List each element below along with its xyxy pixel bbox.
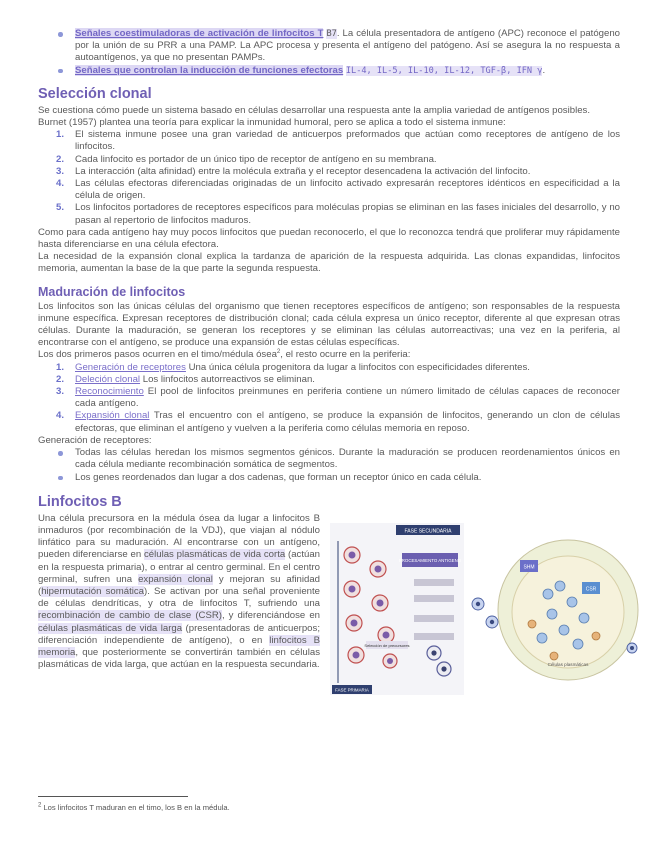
footnote: $^2$ Los linfocitos T maduran en el timo, los B en la médula. — [38, 802, 230, 812]
figure-label: FASE PRIMARIA — [335, 687, 369, 693]
figure-label: Células plasmáticas — [547, 661, 589, 667]
heading-linfocitos-b: Linfocitos B — [38, 493, 122, 510]
highlight: linfocitos B memoria — [38, 634, 321, 658]
seleccion-list — [38, 129, 620, 227]
list-item: 5. Los linfocitos portadores de receptores específicos para moléculas propias se eliminan en las fases iniciales del desarrollo, y no pasan al repertorio de linfocitos maduros. — [56, 202, 620, 226]
generacion-bullets — [38, 447, 620, 484]
highlight: células plasmáticas de vida larga — [38, 622, 183, 634]
list-item: 1. Generación de receptores Una única célula progenitora da lugar a linfocitos con especificidades diferentes. — [56, 361, 530, 373]
list-item: 3. La interacción (alta afinidad) entre la molécula extraña y el receptor desencadena la activación del linfocito. — [56, 165, 531, 177]
list-item: 4. Las células efectoras diferenciadas originadas de un linfocito activado expresarán receptores idénticos en especificidad a la célula de origen. — [56, 178, 620, 202]
link-coestimuladoras[interactable]: Señales coestimuladoras de activación de linfocitos T — [75, 28, 324, 39]
link-reconocimiento[interactable]: Reconocimiento — [75, 386, 144, 398]
figure-label: CSR — [585, 586, 597, 593]
link-generacion-receptores[interactable]: Generación de receptores — [75, 361, 186, 373]
figure-label: FASE SECUNDARIA — [404, 528, 452, 535]
link-delecion-clonal[interactable]: Deleción clonal — [75, 373, 141, 385]
paragraph: Burnet (1957) plantea una teoría para explicar la inmunidad humoral, pero se aplica a todo el sistema inmune: — [38, 117, 506, 129]
paragraph: Una célula precursora en la médula ósea da lugar a linfocitos B inmaduros (por recombinación de la VDJ), que viajan al nódulo linfático para su maduración. Al encontrarse con un antígeno, pueden diferenciarse en células plasmáticas de vida corta (actúan en la respuesta primaria), o entrar al centro germinal. En el centro germinal, sufren una expansión clonal y mejoran su afinidad (hipermutación somática). Se activan por una señal proveniente de células dendríticas, y otra de linfocitos T, sufriendo una recombinación de cambio de clase (CSR), y diferenciándose en células plasmáticas de vida larga (presentadoras de anticuerpos; diferenciación independiente de antígeno), o en linfocitos B memoria, que posteriormente se convertirán también en células plasmáticas de vida larga, que actúan en la respuesta secundaria. — [38, 512, 321, 671]
link-expansion-clonal[interactable]: Expansión clonal — [75, 410, 150, 422]
footnote-ref[interactable]: 2 — [276, 349, 281, 356]
link-funciones-efectoras[interactable]: Señales que controlan la inducción de funciones efectoras — [75, 64, 344, 76]
bullet-text: . — [542, 64, 546, 76]
list-item — [75, 65, 620, 77]
paragraph: Como para cada antígeno hay muy pocos linfocitos que puedan reconocerlo, el que lo reconozca tendrá que proliferar muy rápidamente hasta diferenciarse en una célula efectora. — [38, 226, 620, 251]
paragraph: La necesidad de la expansión clonal explica la tardanza de aparición de la respuesta adquirida. Las clonas expandidas, linfocitos memoria, aumentan la base de la que parte la segunda respuesta. — [38, 251, 620, 275]
highlight: hipermutación somática — [41, 585, 145, 597]
highlight: expansión clonal — [138, 573, 213, 585]
footnote-divider — [38, 796, 188, 797]
list-item: 2. Deleción clonal Los linfocitos autorreactivos se eliminan. — [56, 373, 315, 385]
document-page — [38, 28, 621, 693]
highlight: recombinación de cambio de clase (CSR) — [38, 610, 222, 622]
top-bullet-list — [38, 28, 620, 77]
figure-label: PROCESAMIENTO ANTIGENO — [398, 557, 462, 563]
heading-seleccion-clonal: Selección clonal — [38, 85, 152, 102]
germinal-center-figure — [464, 538, 640, 684]
list-item: Todas las células heredan los mismos segmentos génicos. Durante la maduración se producen reordenamientos únicos en cada célula mediante recombinación somática de segmentos. — [75, 447, 620, 471]
maduracion-steps — [38, 362, 620, 435]
tag-citoquinas: IL-4, IL-5, IL-10, IL-12, TGF-β, IFN γ — [345, 65, 543, 76]
list-item: Los genes reordenados dan lugar a dos cadenas, que forman un receptor único en cada célula. — [75, 472, 620, 484]
list-item: 4. Expansión clonal Tras el encuentro con el antígeno, se produce la expansión de linfocitos, generando un clon de células efectoras, que eliminan el antígeno y vuelven a la periferia como células memoria en reposo. — [56, 410, 620, 434]
heading-maduracion: Maduración de linfocitos — [38, 284, 186, 299]
b-cell-development-figure — [330, 523, 464, 695]
figure-label: Selección de precursores — [364, 642, 410, 648]
list-item: 3. Reconocimiento El pool de linfocitos preinmunes en periferia contiene un número limitado de células capaces de reconocer cada antígeno. — [56, 386, 620, 410]
list-item — [75, 28, 620, 65]
highlight: células plasmáticas de vida corta — [143, 549, 286, 561]
list-item: 2. Cada linfocito es portador de un único tipo de receptor de antígeno en su membrana. — [56, 153, 437, 165]
linfocitos-b-section — [38, 512, 620, 693]
paragraph: Los dos primeros pasos ocurren en el timo/médula ósea$^2$, el resto ocurre en la periferia: — [38, 349, 411, 361]
paragraph: Generación de receptores: — [38, 434, 152, 446]
paragraph: Los linfocitos son las únicas células del organismo que tienen receptores específicos de antígeno; son responsables de la respuesta inmune específica. Expresan receptores de distribución clonal; cada célula expresa un único receptor, diferente al que expresan otras células. Durante la maduración, se generan los receptores y se eliminan las células autorreactivas; una vez en la periferia, al encontrarse con el antígeno, se produce una expansión de estas células específicas. — [38, 300, 620, 349]
figure-label: SHM — [523, 564, 535, 571]
bullet-text: . La célula presentadora de antígeno (APC) reconoce el patógeno por la unión de su PRR a una PAMP. La APC procesa y presenta el antígeno del patógeno. Así se asegura la no respuesta a autoantígenos, ya que no presentan PAMPs. — [75, 28, 621, 64]
tag-b7: B7 — [326, 29, 337, 39]
list-item: 1. El sistema inmune posee una gran variedad de anticuerpos preformados que actúan como receptores de antígeno de los linfocitos. — [56, 129, 620, 153]
paragraph: Se cuestiona cómo puede un sistema basado en células desarrollar una respuesta ante la amplia variedad de antígenos posibles. — [38, 104, 590, 116]
